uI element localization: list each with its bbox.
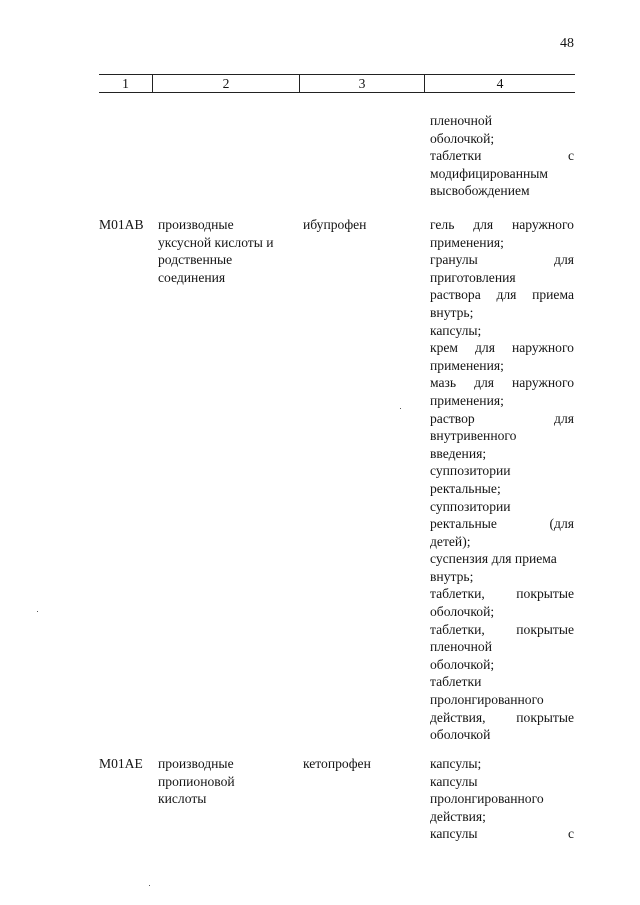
dosage-form-word: покрытые — [516, 621, 574, 637]
dosage-form-word: (для — [549, 516, 574, 532]
dosage-form-line — [430, 374, 574, 392]
dosage-form-line — [430, 286, 574, 304]
dosage-form-word: ректальные — [430, 516, 497, 532]
dosage-form-line — [430, 498, 574, 516]
dosage-form-line — [430, 234, 574, 252]
dosage-form-word: детей); — [430, 533, 471, 549]
atc-code-cell: M01AE — [99, 756, 143, 771]
dosage-form-word: наружного — [511, 375, 574, 391]
dosage-forms-cell — [430, 216, 574, 744]
text-line: пропионовой — [158, 773, 235, 789]
dosage-form-word: для — [474, 375, 495, 391]
column-header-3: 3 — [299, 75, 424, 92]
pharmacological-group-cell — [158, 755, 300, 808]
dosage-form-word: пролонгированного — [430, 791, 544, 807]
dosage-form-line — [430, 638, 574, 656]
dosage-form-line — [430, 165, 574, 183]
dosage-form-line — [430, 656, 574, 674]
dosage-form-line — [430, 585, 574, 603]
dosage-form-line — [430, 130, 574, 148]
dosage-form-line — [430, 755, 574, 773]
dosage-form-word: суппозитории — [430, 498, 511, 514]
dosage-form-line — [430, 691, 574, 709]
dosage-form-word: модифицированным — [430, 165, 548, 181]
dosage-form-word: для — [473, 217, 494, 232]
dosage-form-word: таблетки, — [430, 621, 485, 637]
dosage-form-word: капсулы; — [430, 322, 482, 338]
text-line: кислоты — [158, 791, 207, 807]
dosage-form-line — [430, 216, 574, 234]
column-header-1: 1 — [122, 76, 129, 91]
scan-speck — [149, 885, 150, 886]
text-line: уксусной кислоты и — [158, 234, 274, 250]
dosage-form-word: раствора — [430, 287, 481, 303]
dosage-form-word: наружного — [511, 340, 574, 356]
scan-speck — [400, 408, 401, 409]
dosage-form-line — [430, 445, 574, 463]
dosage-form-word: таблетки — [430, 148, 482, 164]
dosage-form-word: оболочкой; — [430, 604, 495, 620]
dosage-form-line — [430, 568, 574, 586]
dosage-form-word: ректальные; — [430, 480, 501, 496]
dosage-form-word: таблетки, — [430, 586, 485, 602]
column-header-4: 4 — [424, 75, 575, 92]
dosage-form-line — [430, 533, 574, 551]
dosage-form-line — [430, 550, 574, 568]
dosage-form-word: с — [567, 148, 574, 164]
dosage-form-line — [430, 147, 574, 165]
dosage-form-word: действия, — [430, 709, 486, 725]
dosage-form-word: внутрь; — [430, 568, 474, 584]
dosage-form-word: применения; — [430, 357, 504, 373]
dosage-form-word: суппозитории — [430, 463, 511, 479]
text-line: соединения — [158, 269, 226, 285]
dosage-form-line — [430, 773, 574, 791]
dosage-form-word: покрытые — [516, 709, 574, 725]
dosage-form-line — [430, 251, 574, 269]
dosage-form-line — [430, 709, 574, 727]
dosage-form-word: приготовления — [430, 269, 516, 285]
dosage-form-line — [430, 357, 574, 375]
dosage-form-word: пролонгированного — [430, 692, 544, 708]
dosage-form-line — [430, 603, 574, 621]
dosage-form-line — [430, 825, 574, 843]
dosage-form-line — [430, 808, 574, 826]
dosage-form-line — [430, 790, 574, 808]
dosage-form-line — [430, 322, 574, 340]
dosage-form-word: капсулы — [430, 773, 478, 789]
dosage-form-word: применения; — [430, 234, 504, 250]
dosage-form-line — [430, 392, 574, 410]
dosage-form-line — [430, 112, 574, 130]
page-number: 48 — [560, 36, 574, 51]
dosage-form-line — [430, 515, 574, 533]
dosage-forms-cell — [430, 755, 574, 843]
dosage-form-line — [430, 339, 574, 357]
dosage-form-word: суспензия для приема — [430, 551, 557, 567]
dosage-form-line — [430, 480, 574, 498]
dosage-form-word: наружного — [511, 217, 574, 232]
dosage-form-word: применения; — [430, 392, 504, 408]
text-line: производные — [158, 217, 234, 232]
dosage-form-word: капсулы — [430, 826, 478, 842]
drug-name-cell: кетопрофен — [303, 756, 371, 771]
dosage-form-line — [430, 182, 574, 200]
dosage-form-word: оболочкой; — [430, 656, 495, 672]
text-line: родственные — [158, 252, 233, 268]
dosage-form-word: гранулы — [430, 252, 478, 268]
table-header-row — [99, 74, 575, 93]
scan-speck — [37, 611, 38, 612]
dosage-form-line — [430, 410, 574, 428]
dosage-form-word: гель — [430, 217, 455, 232]
dosage-form-word: внутривенного — [430, 428, 517, 444]
dosage-form-word: для — [475, 340, 495, 356]
atc-code-cell: M01AB — [99, 217, 144, 232]
dosage-form-word: для — [554, 410, 574, 426]
dosage-form-word: введения; — [430, 445, 487, 461]
dosage-form-word: пленочной — [430, 113, 492, 128]
dosage-form-word: для — [496, 287, 517, 303]
dosage-form-line — [430, 726, 574, 744]
dosage-form-word: для — [554, 252, 574, 268]
dosage-forms-cell — [430, 112, 574, 200]
dosage-form-word: приема — [532, 287, 574, 303]
dosage-form-word: оболочкой; — [430, 130, 495, 146]
dosage-form-word: пленочной — [430, 639, 492, 655]
column-header-2: 2 — [152, 75, 299, 92]
dosage-form-line — [430, 673, 574, 691]
dosage-form-word: внутрь; — [430, 304, 474, 320]
dosage-form-line — [430, 269, 574, 287]
dosage-form-word: покрытые — [516, 586, 574, 602]
dosage-form-word: оболочкой — [430, 727, 491, 743]
dosage-form-word: таблетки — [430, 674, 482, 690]
drug-name-cell: ибупрофен — [303, 217, 367, 232]
dosage-form-word: крем — [430, 340, 459, 356]
dosage-form-word: мазь — [430, 375, 457, 391]
dosage-form-word: раствор — [430, 410, 475, 426]
dosage-form-word: с — [567, 826, 574, 842]
dosage-form-word: капсулы; — [430, 756, 482, 771]
dosage-form-line — [430, 462, 574, 480]
text-line: производные — [158, 756, 234, 771]
dosage-form-line — [430, 621, 574, 639]
dosage-form-word: действия; — [430, 808, 486, 824]
dosage-form-word: высвобождением — [430, 183, 530, 199]
dosage-form-line — [430, 427, 574, 445]
dosage-form-line — [430, 304, 574, 322]
pharmacological-group-cell — [158, 216, 300, 286]
